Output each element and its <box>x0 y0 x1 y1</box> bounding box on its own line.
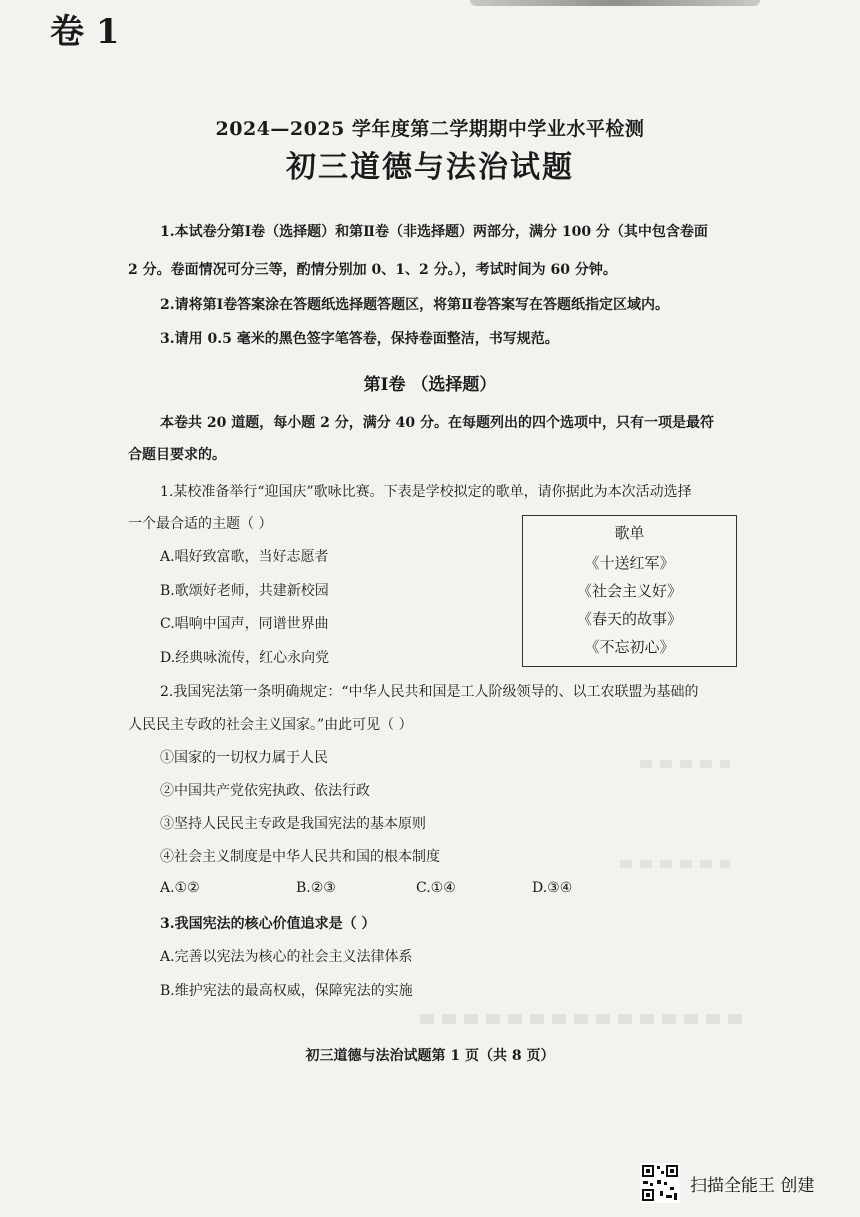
songlist-box <box>522 515 737 667</box>
q2-statement: ①国家的一切权力属于人民 <box>160 750 328 766</box>
watermark-text: 扫描全能王 创建 <box>690 1176 815 1196</box>
q1-option-a: A.唱好致富歌，当好志愿者 <box>160 549 329 565</box>
q1-option-c: C.唱响中国声，同谱世界曲 <box>160 616 329 632</box>
songlist-item: 《不忘初心》 <box>584 638 675 656</box>
bleed-through-mark <box>640 760 730 768</box>
page-footer: 初三道德与法治试题第 1 页（共 8 页） <box>305 1048 555 1064</box>
section-intro-line: 合题目要求的。 <box>128 447 226 463</box>
q2-option-b: B.②③ <box>296 880 336 896</box>
paper-label: 卷 1 <box>50 12 120 52</box>
q2-option-c: C.①④ <box>416 880 456 896</box>
scanner-watermark <box>640 1163 850 1203</box>
bleed-through-mark <box>420 1014 750 1024</box>
exam-title-line2: 初三道德与法治试题 <box>286 150 574 185</box>
q2-statement: ③坚持人民民主专政是我国宪法的基本原则 <box>160 816 426 832</box>
q2-option-d: D.③④ <box>532 880 573 896</box>
songlist-title: 歌单 <box>614 524 645 542</box>
qr-code-icon <box>640 1163 680 1203</box>
q1-stem: 1.某校准备举行“迎国庆”歌咏比赛。下表是学校拟定的歌单，请你据此为本次活动选择 <box>160 484 692 500</box>
section-intro-line: 本卷共 20 道题，每小题 2 分，满分 40 分。在每题列出的四个选项中，只有一项是最符 <box>160 415 714 431</box>
songlist-item: 《十送红军》 <box>584 554 675 572</box>
exam-title-line1: 2024—2025 学年度第二学期期中学业水平检测 <box>215 118 645 140</box>
q2-option-a: A.①② <box>160 880 200 896</box>
instruction-line: 2.请将第Ⅰ卷答案涂在答题纸选择题答题区，将第Ⅱ卷答案写在答题纸指定区域内。 <box>160 297 669 313</box>
q1-option-d: D.经典咏流传，红心永向党 <box>160 650 330 666</box>
instruction-line: 3.请用 0.5 毫米的黑色签字笔答卷，保持卷面整洁，书写规范。 <box>160 331 559 347</box>
q3-stem: 3.我国宪法的核心价值追求是（ ） <box>160 916 376 932</box>
instruction-line: 1.本试卷分第Ⅰ卷（选择题）和第Ⅱ卷（非选择题）两部分，满分 100 分（其中包含卷面 <box>160 224 708 240</box>
q1-stem: 一个最合适的主题（ ） <box>128 516 273 532</box>
q2-stem: 人民民主专政的社会主义国家。”由此可见（ ） <box>128 717 413 733</box>
songlist-item: 《社会主义好》 <box>576 582 682 600</box>
songlist-item: 《春天的故事》 <box>576 610 682 628</box>
scanner-edge-shadow <box>470 0 760 6</box>
section-title: 第Ⅰ卷 （选择题） <box>363 375 497 395</box>
q3-option-b: B.维护宪法的最高权威，保障宪法的实施 <box>160 983 413 999</box>
bleed-through-mark <box>620 860 730 868</box>
instruction-line: 2 分。卷面情况可分三等，酌情分别加 0、1、2 分。），考试时间为 60 分钟。 <box>128 262 617 278</box>
q2-statement: ②中国共产党依宪执政、依法行政 <box>160 783 370 799</box>
q2-stem: 2.我国宪法第一条明确规定：“中华人民共和国是工人阶级领导的、以工农联盟为基础的 <box>160 684 699 700</box>
q3-option-a: A.完善以宪法为核心的社会主义法律体系 <box>160 949 413 965</box>
q1-option-b: B.歌颂好老师，共建新校园 <box>160 583 329 599</box>
q2-statement: ④社会主义制度是中华人民共和国的根本制度 <box>160 849 440 865</box>
